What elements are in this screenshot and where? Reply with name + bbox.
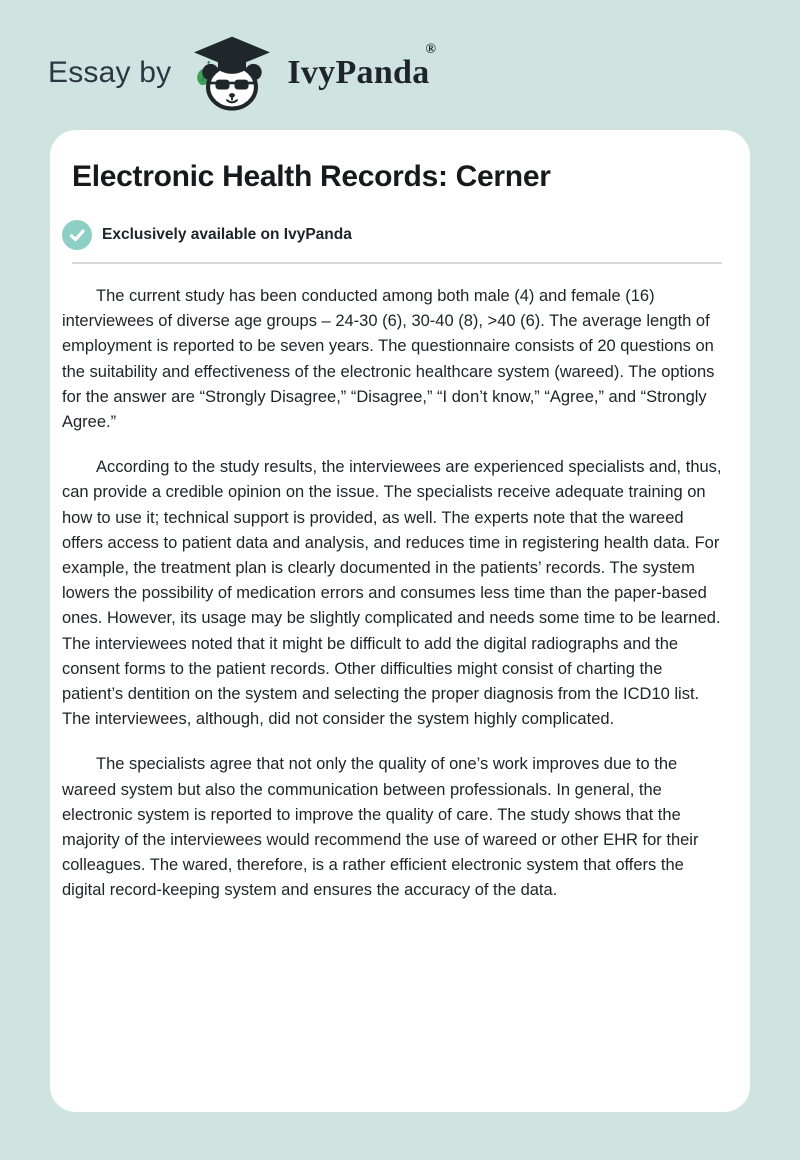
essay-by-label: Essay by <box>48 56 172 89</box>
availability-label: Exclusively available on IvyPanda <box>102 226 352 243</box>
essay-paragraph: The specialists agree that not only the quality of one’s work improves due to the wareed system but also the communication between professionals. In general, the electronic system is reported to improve the quality of care. The study shows that the majority of the interviewees would recommend the use of wareed or other EHR for their colleagues. The wared, therefore, is a rather efficient electronic system that offers the digital record-keeping system and ensures the accuracy of the data. <box>62 755 699 900</box>
page-title: Electronic Health Records: Cerner <box>72 160 551 193</box>
brand-logo-link[interactable] <box>185 35 440 111</box>
essay-body <box>62 284 727 904</box>
check-circle-icon <box>62 220 92 250</box>
registered-mark: ® <box>425 42 437 57</box>
essay-card <box>50 130 750 1112</box>
essay-paragraph: The current study has been conducted among both male (4) and female (16) interviewees of diverse age groups – 24-30 (6), 30-40 (8), >40 (6). The average length of employment is reported to be seven years. The questionnaire consists of 20 questions on the suitability and effectiveness of the electronic healthcare system (wareed). The options for the answer are “Strongly Disagree,” “Disagree,” “I don’t know,” “Agree,” and “Strongly Agree.” <box>62 287 715 432</box>
availability-row <box>62 220 725 250</box>
panda-graduate-icon <box>185 35 279 111</box>
brand-name: IvyPanda <box>287 54 430 91</box>
site-header <box>0 0 800 110</box>
essay-paragraph: According to the study results, the interviewees are experienced specialists and, thus, can provide a credible opinion on the issue. The specialists receive adequate training on how to use it; technical support is provided, as well. The experts note that the wareed offers access to patient data and analysis, and reduces time in registering health data. For example, the treatment plan is clearly documented in the patients’ records. The system lowers the possibility of medication errors and consumes less time than the paper-based ones. However, its usage may be slightly complicated and needs some time to be learned. The interviewees noted that it might be difficult to add the digital radiographs and the consent forms to the patient records. Other difficulties might consist of charting the patient’s dentition on the system and selecting the proper diagnosis from the ICD10 list. The interviewees, although, did not consider the system highly complicated. <box>62 458 722 729</box>
divider <box>72 262 722 264</box>
